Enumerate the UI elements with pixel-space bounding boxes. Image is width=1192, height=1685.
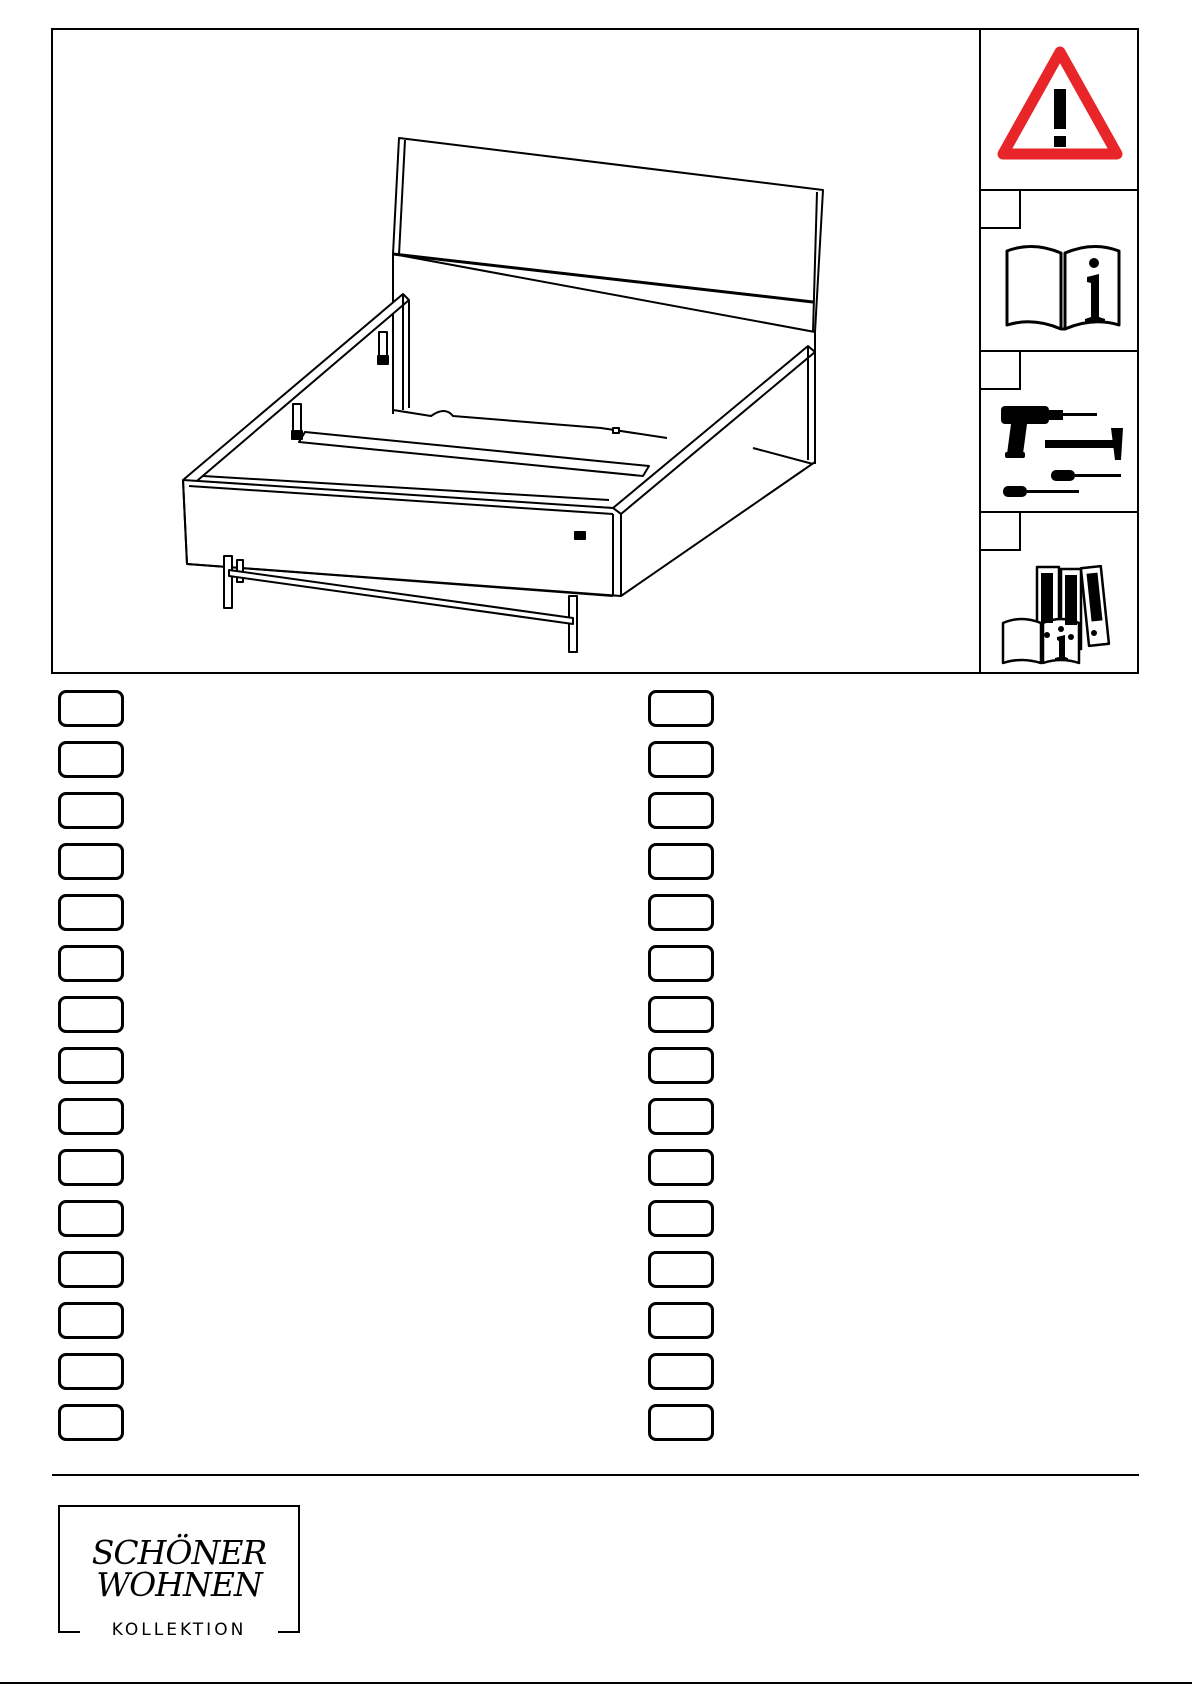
- footer-divider: [52, 1474, 1139, 1476]
- cell-tab: [981, 191, 1021, 229]
- language-box: [648, 945, 714, 982]
- brand-name-line1: SCHÖNER: [91, 1533, 267, 1572]
- language-box: [58, 843, 124, 880]
- language-box: [648, 1404, 714, 1441]
- language-box-column-right: [648, 690, 714, 1455]
- language-box: [58, 1251, 124, 1288]
- language-box: [648, 1251, 714, 1288]
- language-box: [58, 1149, 124, 1186]
- language-box: [648, 1098, 714, 1135]
- language-box: [58, 690, 124, 727]
- language-box: [648, 843, 714, 880]
- tools-cell: [981, 352, 1139, 513]
- brand-subtitle-text: KOLLEKTION: [105, 1620, 254, 1640]
- documents-cell: [981, 513, 1139, 674]
- brand-logo: [58, 1505, 300, 1640]
- language-box-column-left: [58, 690, 124, 1455]
- info-sidebar: [979, 30, 1139, 672]
- language-box: [648, 894, 714, 931]
- page-bottom-edge: [0, 1682, 1192, 1684]
- language-box: [648, 1353, 714, 1390]
- language-box: [58, 1353, 124, 1390]
- tools-icon: [993, 384, 1133, 504]
- language-box: [648, 1200, 714, 1237]
- language-box: [58, 1200, 124, 1237]
- language-box: [648, 1149, 714, 1186]
- brand-subtitle: [58, 1620, 300, 1640]
- language-box: [58, 741, 124, 778]
- warning-cell: [981, 30, 1139, 191]
- language-box: [58, 1098, 124, 1135]
- language-box: [58, 894, 124, 931]
- language-box: [58, 792, 124, 829]
- cell-tab: [981, 513, 1021, 551]
- language-box: [648, 690, 714, 727]
- manual-cell: [981, 191, 1139, 352]
- language-box: [58, 1047, 124, 1084]
- language-box: [648, 792, 714, 829]
- language-box: [58, 945, 124, 982]
- language-box: [648, 1047, 714, 1084]
- language-box: [648, 996, 714, 1033]
- warning-triangle-icon: [995, 44, 1125, 174]
- read-manual-icon: [1003, 241, 1123, 333]
- language-box: [648, 741, 714, 778]
- language-box: [58, 1404, 124, 1441]
- keep-documents-icon: [1001, 563, 1131, 667]
- language-box: [648, 1302, 714, 1339]
- bed-illustration: [53, 30, 980, 672]
- language-box: [58, 1302, 124, 1339]
- brand-name-line2: WOHNEN: [96, 1565, 262, 1604]
- language-box: [58, 996, 124, 1033]
- cover-frame: [51, 28, 1139, 674]
